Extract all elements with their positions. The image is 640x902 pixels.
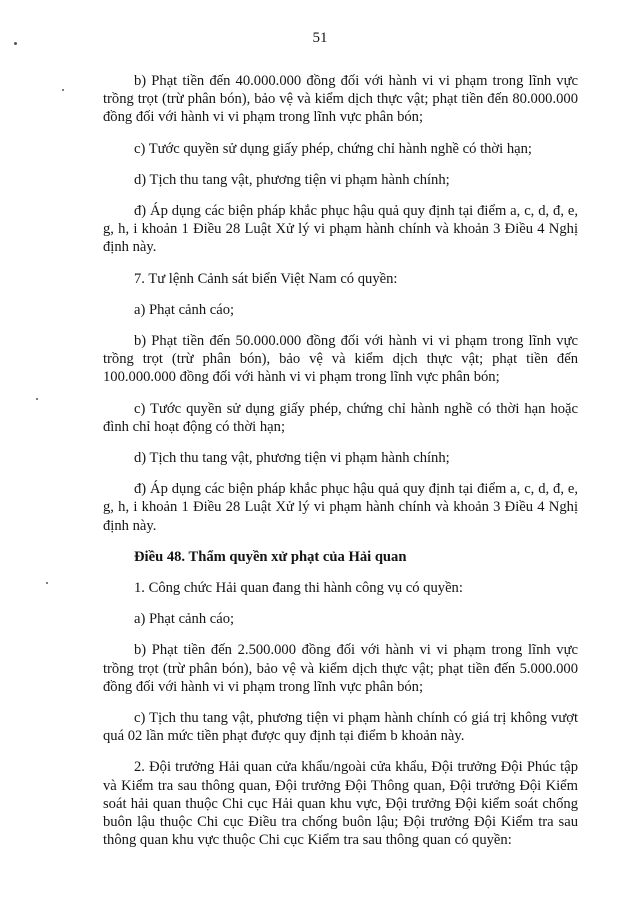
paragraph: c) Tước quyền sử dụng giấy phép, chứng chỉ hành nghề có thời hạn hoặc đình chỉ hoạt động có thời hạn; — [103, 400, 578, 435]
paragraph: đ) Áp dụng các biện pháp khắc phục hậu quả quy định tại điểm a, c, d, đ, e, g, h, i khoản 1 Điều 28 Luật Xử lý vi phạm hành chính và khoản 3 Điều 4 Nghị định này. — [103, 203, 578, 256]
paragraph: d) Tịch thu tang vật, phương tiện vi phạm hành chính; — [134, 171, 450, 188]
paragraph: 7. Tư lệnh Cảnh sát biển Việt Nam có quyền: — [134, 270, 398, 287]
paragraph: b) Phạt tiền đến 40.000.000 đồng đối với hành vi vi phạm trong lĩnh vực trồng trọt (trừ phân bón), bảo vệ và kiểm dịch thực vật; phạt tiền đến 80.000.000 đồng đối với hành vi vi phạm trong lĩnh vực phân bón; — [103, 73, 578, 126]
paragraph: c) Tước quyền sử dụng giấy phép, chứng chỉ hành nghề có thời hạn; — [134, 140, 532, 157]
paragraph: c) Tịch thu tang vật, phương tiện vi phạm hành chính có giá trị không vượt quá 02 lần mức tiền phạt được quy định tại điểm b khoản này. — [103, 710, 578, 745]
document-body — [103, 72, 578, 850]
paragraph: đ) Áp dụng các biện pháp khắc phục hậu quả quy định tại điểm a, c, d, đ, e, g, h, i khoản 1 Điều 28 Luật Xử lý vi phạm hành chính và khoản 3 Điều 4 Nghị định này. — [103, 481, 578, 534]
scan-speck — [46, 582, 48, 584]
paragraph: a) Phạt cảnh cáo; — [134, 611, 235, 628]
paragraph: b) Phạt tiền đến 50.000.000 đồng đối với hành vi vi phạm trong lĩnh vực trồng trọt (trừ phân bón), bảo vệ và kiểm dịch thực vật; phạt tiền đến 100.000.000 đồng đối với hành vi vi phạm trong lĩnh vực phân bón; — [103, 333, 578, 386]
paragraph: b) Phạt tiền đến 2.500.000 đồng đối với hành vi vi phạm trong lĩnh vực trồng trọt (trừ phân bón), bảo vệ và kiểm dịch thực vật; phạt tiền đến 5.000.000 đồng đối với hành vi vi phạm trong lĩnh vực phân bón; — [103, 642, 578, 695]
paragraph: 2. Đội trưởng Hải quan cửa khẩu/ngoài cửa khẩu, Đội trưởng Đội Phúc tập và Kiểm tra sau thông quan, Đội trưởng Đội Thông quan, Đội trưởng Đội Kiểm soát hải quan thuộc Chi cục Hải quan khu vực, Đội trưởng Đội kiểm soát chống buôn lậu thuộc Chi cục Điều tra chống buôn lậu; Đội trưởng Đội Kiểm tra sau thông quan khu vực thuộc Chi cục Kiểm tra sau thông quan có quyền: — [103, 759, 578, 849]
paragraph: 1. Công chức Hải quan đang thi hành công vụ có quyền: — [134, 580, 463, 597]
paragraph: a) Phạt cảnh cáo; — [134, 301, 235, 318]
scan-speck — [36, 398, 38, 400]
scan-speck — [62, 89, 64, 91]
page-number: 51 — [312, 30, 328, 46]
paragraph: d) Tịch thu tang vật, phương tiện vi phạm hành chính; — [134, 450, 450, 467]
article-heading: Điều 48. Thẩm quyền xử phạt của Hải quan — [134, 548, 407, 565]
